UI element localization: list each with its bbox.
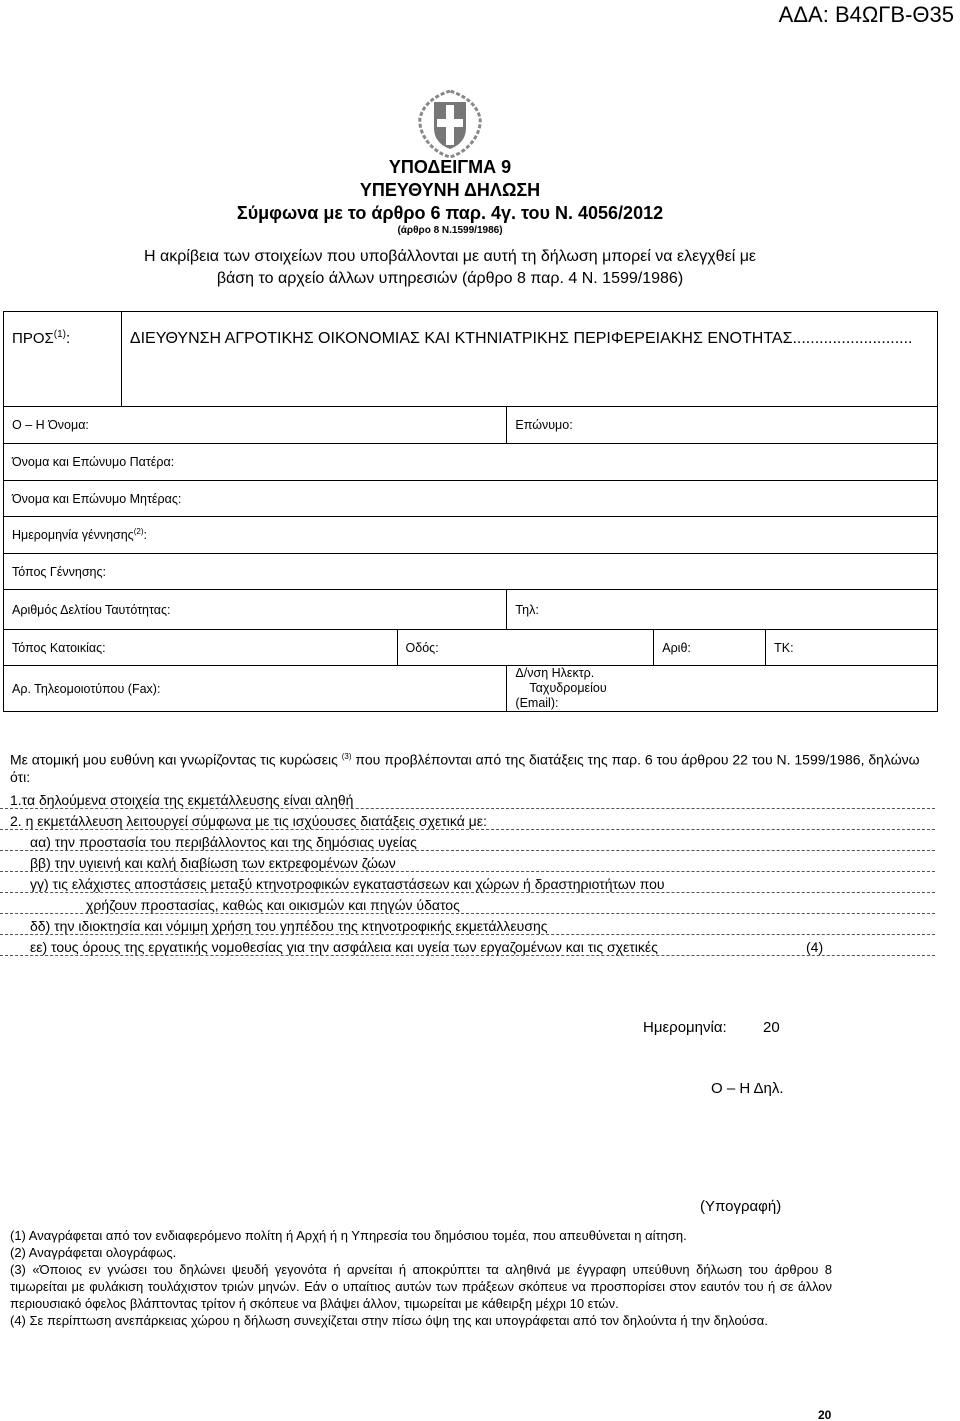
legal-basis: Σύμφωνα με το άρθρο 6 παρ. 4γ. του Ν. 4056/2012 [236, 203, 664, 223]
residence-field[interactable]: Τόπος Κατοικίας: [4, 630, 398, 666]
declaration-line: 1.τα δηλούμενα στοιχεία της εκμετάλλευσης είναι αληθή [0, 791, 935, 809]
space-note-ref: (4) [806, 938, 824, 955]
declaration-intro: Με ατομική μου ευθύνη και γνωρίζοντας τις κυρώσεις $^{(3)}$ που προβλέπονται από της διατάξεις της παρ. 6 του άρθρου 22 του Ν. 1599/1986, δηλώνω ότι: [10, 751, 920, 785]
father-name-field[interactable]: Όνομα και Επώνυμο Πατέρα: [4, 444, 938, 481]
footnote: (2) Αναγράφεται ολογράφως. [10, 1245, 177, 1260]
fax-field[interactable]: Αρ. Τηλεομοιοτύπου (Fax): [4, 666, 507, 712]
declaration-section [0, 748, 935, 956]
street-number-field[interactable]: Αριθ: [654, 630, 766, 666]
recipient-label: ΠΡΟΣ$^{(1)}$: [4, 312, 122, 407]
legal-basis-note: (άρθρο 8 Ν.1599/1986) [397, 225, 503, 236]
page-number: 20 [818, 1408, 832, 1421]
name-field[interactable]: Ο – Η Όνομα: [4, 407, 507, 444]
surname-field[interactable]: Επώνυμο: [507, 407, 938, 444]
intro-line-1: Η ακρίβεια των στοιχείων που υποβάλλονται με αυτή τη δήλωση μπορεί να ελεγχθεί με [143, 248, 757, 265]
date-line: Ημερομηνία: 20 [643, 1019, 780, 1036]
declaration-line: ββ) την υγιεινή και καλή διαβίωση των εκτρεφομένων ζώων [0, 854, 935, 872]
signature-label: (Υπογραφή) [700, 1198, 782, 1215]
street-field[interactable]: Οδός: [397, 630, 654, 666]
intro-line-2: βάση το αρχείο άλλων υπηρεσιών (άρθρο 8 παρ. 4 Ν. 1599/1986) [216, 270, 684, 287]
document-title: ΥΠΟΔΕΙΓΜΑ 9 [388, 157, 512, 177]
mother-name-field[interactable]: Όνομα και Επώνυμο Μητέρας: [4, 481, 938, 517]
birthdate-field[interactable]: Ημερομηνία γέννησης$^{(2)}$: [4, 517, 938, 554]
declaration-line: 2. η εκμετάλλευση λειτουργεί σύμφωνα με τις ισχύουσες διατάξεις σχετικά με: [0, 812, 935, 830]
declaration-line: αα) την προστασία του περιβάλλοντος και της δημόσιας υγείας [0, 833, 935, 851]
birthplace-field[interactable]: Τόπος Γέννησης: [4, 554, 938, 590]
greek-coat-of-arms-icon [410, 88, 490, 160]
document-subtitle: ΥΠΕΥΘΥΝΗ ΔΗΛΩΣΗ [359, 180, 541, 200]
declarant-label: Ο – Η Δηλ. [711, 1080, 784, 1097]
declaration-line: χρήζουν προστασίας, καθώς και οικισμών και πηγών ύδατος [0, 896, 935, 914]
email-field[interactable]: Δ/νση Ηλεκτρ. Ταχυδρομείου (Email): [507, 666, 938, 712]
declaration-form-table [3, 311, 938, 712]
declaration-line: εε) τους όρους της εργατικής νομοθεσίας για την ασφάλεια και υγεία των εργαζομένων και τις σχετικές (4) [0, 938, 935, 956]
id-number-field[interactable]: Αριθμός Δελτίου Ταυτότητας: [4, 590, 507, 630]
footnote: (3) «Όποιος εν γνώσει του δηλώνει ψευδή γεγονότα ή αρνείται ή αποκρύπτει τα αληθινά με έγγραφη υπεύθυνη δήλωση του άρθρου 8 τιμωρείται με φυλάκιση τουλάχιστον τριών μηνών. Εάν ο υπαίτιος αυτών των πράξεων σκόπευε να προσπορίσει στον εαυτόν του ή σε άλλον περιουσιακό όφελος βλάπτοντας τρίτον ή σκόπευε να βλάψει άλλον, τιμωρείται με κάθειρξη μέχρι 10 ετών. [10, 1262, 832, 1311]
footnotes [10, 1227, 832, 1329]
recipient-field[interactable]: ΔΙΕΥΘΥΝΣΗ ΑΓΡΟΤΙΚΗΣ ΟΙΚΟΝΟΜΙΑΣ ΚΑΙ ΚΤΗΝΙΑΤΡΙΚΗΣ ΠΕΡΙΦΕΡΕΙΑΚΗΣ ΕΝΟΤΗΤΑΣ........................... [121, 312, 937, 407]
postcode-field[interactable]: ΤΚ: [766, 630, 938, 666]
footnote: (1) Αναγράφεται από τον ενδιαφερόμενο πολίτη ή Αρχή ή η Υπηρεσία του δημόσιου τομέα, που απευθύνεται η αίτηση. [10, 1228, 687, 1243]
ada-code: ΑΔΑ: Β4ΩΓΒ-Θ35 [778, 2, 954, 27]
declaration-line: δδ) την ιδιοκτησία και νόμιμη χρήση του γηπέδου της κτηνοτροφικής εκμετάλλευσης [0, 917, 935, 935]
footnote: (4) Σε περίπτωση ανεπάρκειας χώρου η δήλωση συνεχίζεται στην πίσω όψη της και υπογράφεται από τον δηλούντα ή την δηλούσα. [10, 1313, 768, 1328]
declaration-line: γγ) τις ελάχιστες αποστάσεις μεταξύ κτηνοτροφικών εγκαταστάσεων και χώρων ή δραστηριοτήτων που [0, 875, 935, 893]
phone-field[interactable]: Τηλ: [507, 590, 938, 630]
